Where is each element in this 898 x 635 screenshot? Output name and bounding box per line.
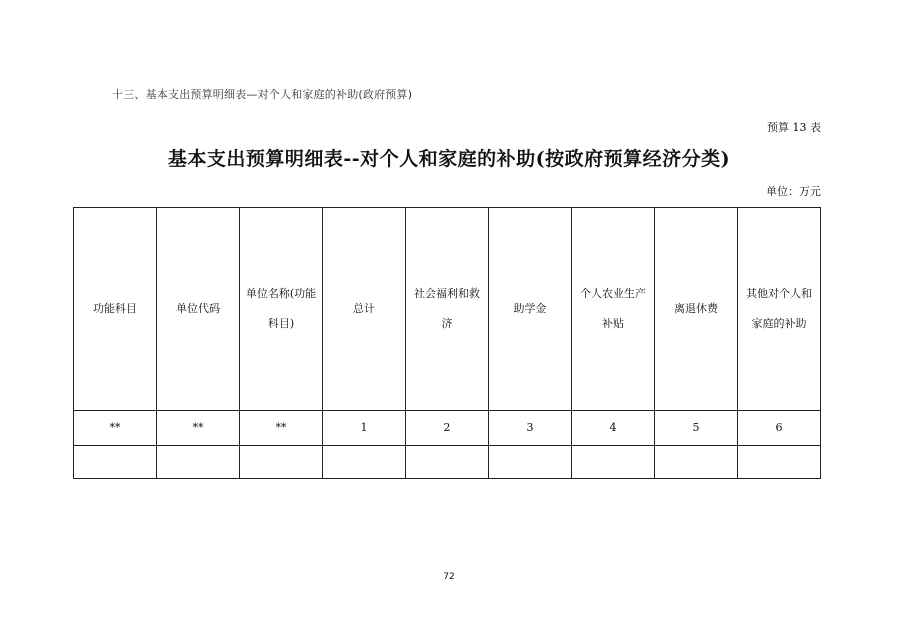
- table-cell: 3: [489, 411, 572, 446]
- table-cell: **: [74, 411, 157, 446]
- header-functional-subject: 功能科目: [74, 208, 157, 411]
- table-cell: 4: [572, 411, 655, 446]
- header-other-subsidy: 其他对个人和家庭的补助: [738, 208, 821, 411]
- table-row: [74, 411, 821, 446]
- page-number: 72: [443, 572, 455, 582]
- table-cell: **: [157, 411, 240, 446]
- table-cell: [406, 446, 489, 479]
- table-code: 预算 13 表: [767, 121, 821, 134]
- table-cell: [323, 446, 406, 479]
- table-row: [74, 446, 821, 479]
- table-cell: [489, 446, 572, 479]
- table-cell: [157, 446, 240, 479]
- header-unit-code: 单位代码: [157, 208, 240, 411]
- table-cell: [240, 446, 323, 479]
- header-scholarship: 助学金: [489, 208, 572, 411]
- section-heading: 十三、基本支出预算明细表—对个人和家庭的补助(政府预算): [112, 88, 413, 101]
- table-cell: [655, 446, 738, 479]
- header-social-welfare: 社会福利和救济: [406, 208, 489, 411]
- budget-table: [73, 207, 821, 479]
- header-agri-subsidy: 个人农业生产补贴: [572, 208, 655, 411]
- table-cell: [572, 446, 655, 479]
- table-cell: [74, 446, 157, 479]
- unit-label: 单位：万元: [766, 185, 821, 198]
- table-cell: 5: [655, 411, 738, 446]
- table-cell: 6: [738, 411, 821, 446]
- table-cell: 1: [323, 411, 406, 446]
- table-header-row: [74, 208, 821, 411]
- document-title: 基本支出预算明细表--对个人和家庭的补助(按政府预算经济分类): [167, 148, 731, 170]
- header-unit-name: 单位名称(功能科目): [240, 208, 323, 411]
- table-cell: 2: [406, 411, 489, 446]
- table-cell: **: [240, 411, 323, 446]
- table-cell: [738, 446, 821, 479]
- header-retirement: 离退休费: [655, 208, 738, 411]
- header-total: 总计: [323, 208, 406, 411]
